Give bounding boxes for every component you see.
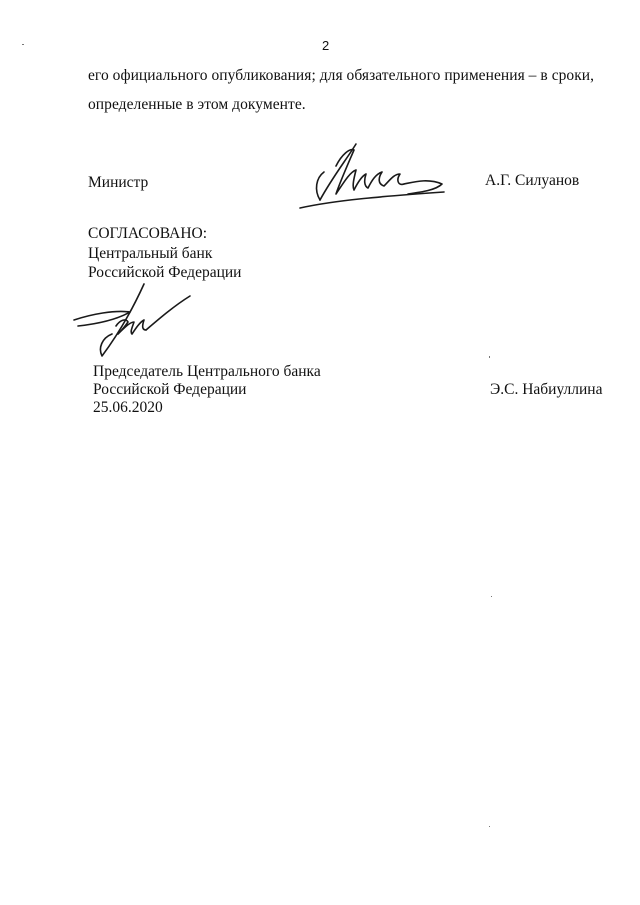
paragraph-line: его официального опубликования; для обязательного применения – в сроки,	[88, 67, 595, 84]
scan-speck	[491, 596, 492, 597]
bank-line: Центральный банк	[88, 245, 213, 262]
page-number: 2	[322, 38, 330, 53]
signature-date: 25.06.2020	[93, 399, 163, 416]
chairman-title-line: Российской Федерации	[93, 381, 247, 398]
scan-speck	[489, 356, 490, 358]
paragraph-line: определенные в этом документе.	[88, 96, 306, 113]
minister-name: А.Г. Силуанов	[485, 172, 580, 189]
chairman-title-line: Председатель Центрального банка	[93, 363, 321, 380]
bank-line: Российской Федерации	[88, 264, 242, 281]
approval-heading: СОГЛАСОВАНО:	[88, 225, 208, 242]
scan-speck	[22, 44, 24, 45]
scan-speck	[489, 826, 490, 827]
minister-title: Министр	[88, 174, 149, 191]
chairman-signature	[72, 282, 194, 358]
minister-signature	[296, 138, 456, 213]
chairman-name: Э.С. Набиуллина	[490, 381, 603, 398]
